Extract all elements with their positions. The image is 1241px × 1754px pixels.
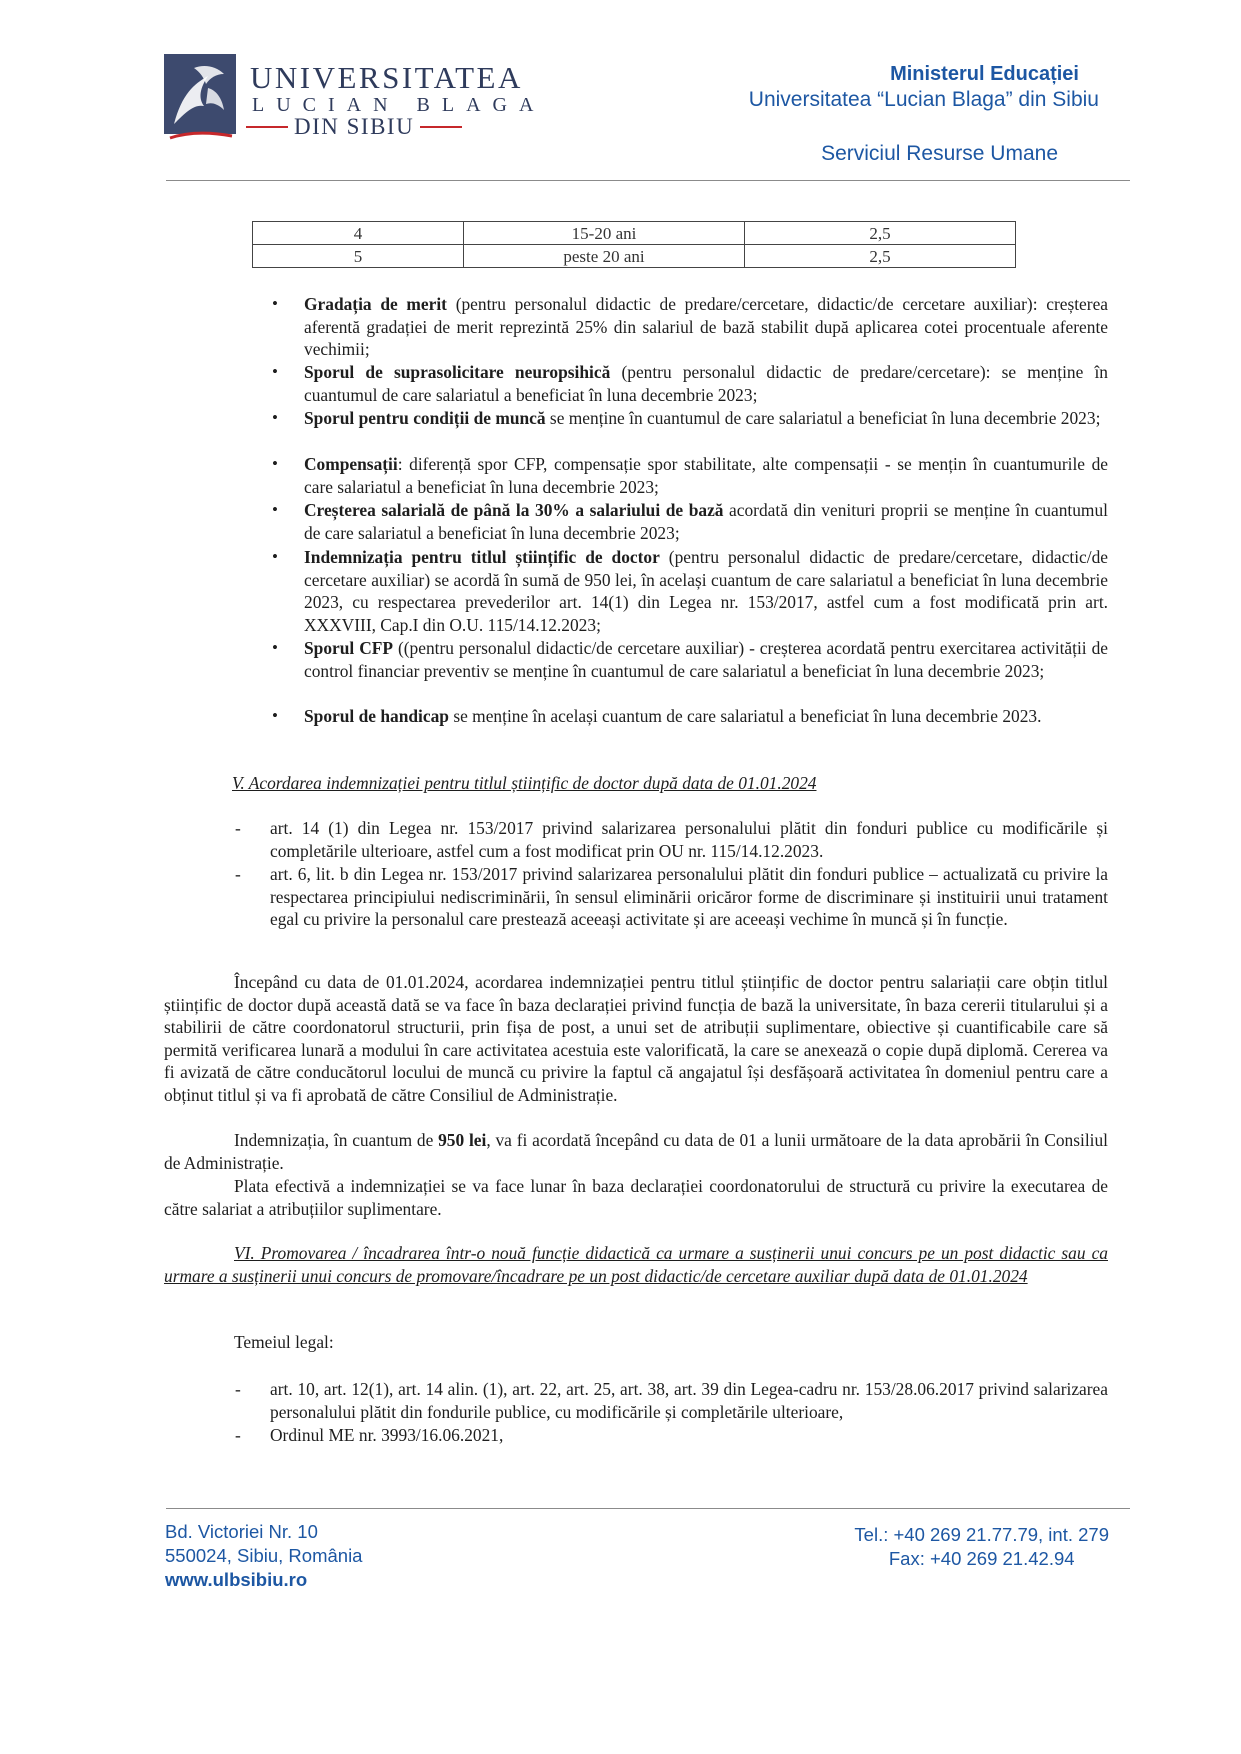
ministry-name: Ministerul Educației — [890, 63, 1079, 85]
list-item-bold: Sporul pentru condiții de muncă — [304, 408, 546, 428]
list-item — [272, 293, 1109, 361]
university-name: Universitatea “Lucian Blaga” din Sibiu — [748, 88, 1099, 111]
list-item-text: art. 10, art. 12(1), art. 14 alin. (1), art. 22, art. 25, art. 38, art. 39 din Legea-cadru nr. 153/28.06.2017 privind salarizarea personalului plătit din fondurile publice, cu modificările și completările ulterioare, — [270, 1379, 1108, 1422]
list-item-text: ((pentru personalul didactic/de cercetare auxiliar) - creșterea acordată pentru exercitarea activității de control financiar preventiv se menține în cuantumul de care salariatul a beneficiat în luna decembrie 2023; — [304, 638, 1108, 681]
dash-icon: - — [235, 1379, 241, 1399]
list-item — [235, 1424, 1108, 1447]
list-item-text: (pentru personalul didactic de predare/cercetare, didactic/de cercetare auxiliar): creșterea aferentă gradației de merit reprezintă 25% din salariul de bază stabilit după aplicarea cotei procentuale aferente vechimii; — [304, 294, 1109, 360]
section-v-paragraph-2 — [164, 1129, 1108, 1174]
bullet-icon: • — [272, 706, 278, 725]
bullet-icon: • — [272, 547, 278, 566]
list-item-text: acordată din venituri proprii se menține în cuantumul de care salariatul a beneficiat în luna decembrie 2023; — [304, 500, 1108, 543]
section-v-paragraph-3: Plata efectivă a indemnizației se va face lunar în baza declarației coordonatorului de structură cu privire la executarea de către salariat a atribuțiilor suplimentare. — [164, 1176, 1108, 1219]
logo-red-bar-left — [246, 126, 288, 128]
list-item — [235, 863, 1108, 931]
logo-wordmark-line3 — [246, 114, 462, 140]
list-item — [272, 499, 1108, 544]
paragraph-text: , va fi acordată începând cu data de 01 a lunii următoare de la data aprobării în Consiliul de Administrație. — [164, 1130, 1109, 1173]
address-street: Bd. Victoriei Nr. 10 — [165, 1521, 318, 1542]
list-item — [235, 1378, 1108, 1423]
list-item-bold: Indemnizația pentru titlul științific de doctor — [304, 547, 660, 567]
section-v-paragraph-1: Începând cu data de 01.01.2024, acordarea indemnizației pentru titlul științific de doctor pentru salariații care obțin titlul științific de doctor după această dată se va face în baza declarației privind funcția de bază la universitate, în baza cererii titularului și a stabilirii de către coordonatorul structurii, prin fișa de post, a unui set de atribuții suplimentare, obiective și cuantificabile care să permită verificarea lunară a modului în care activitatea acestuia este valorificată, la care se anexează o copie după diplomă. Cererea va fi avizată de către conducătorul locului de muncă cu privire la faptul că angajatul își desfășoară activitatea în domeniul pentru care a obținut titlul și va fi aprobată de către Consiliul de Administrație. — [164, 972, 1108, 1105]
table-cell: peste 20 ani — [464, 245, 745, 268]
list-item-bold: Creșterea salarială de până la 30% a salariului de bază — [304, 500, 724, 520]
legal-basis-label: Temeiul legal: — [234, 1332, 334, 1352]
bullet-icon: • — [272, 362, 278, 381]
bullet-icon: • — [272, 454, 278, 473]
list-item-text: (pentru personalul didactic de predare/cercetare): se menține în cuantumul de care salariatul a beneficiat în luna decembrie 2023; — [304, 362, 1109, 405]
list-item — [272, 361, 1109, 406]
fax-number: Fax: +40 269 21.42.94 — [888, 1548, 1075, 1569]
bullet-icon: • — [272, 500, 278, 519]
list-item-text: art. 14 (1) din Legea nr. 153/2017 privind salarizarea personalului plătit din fonduri publice cu modificările și completările ulterioare, astfel cum a fost modificat prin OU nr. 115/14.12.2023. — [270, 818, 1108, 861]
table-cell: 5 — [253, 245, 464, 268]
logo-red-bar-right — [420, 126, 462, 128]
table-cell: 2,5 — [745, 245, 1016, 268]
list-item-bold: Gradația de merit — [304, 294, 447, 314]
header-divider — [166, 180, 1130, 181]
bullet-icon: • — [272, 408, 278, 427]
logo-wordmark-line2: LUCIAN BLAGA — [252, 94, 546, 116]
list-item-text: art. 6, lit. b din Legea nr. 153/2017 privind salarizarea personalului plătit din fonduri publice – actualizată cu privire la respectarea principiului nediscriminării, în sensul eliminării oricăror forme de discriminare și instituirii unui tratament egal cu privire la personalul care prestează aceeași activitate și are aceeași vechime în muncă și în funcție. — [270, 864, 1108, 930]
bullet-icon: • — [272, 638, 278, 657]
list-item-text: : diferență spor CFP, compensație spor stabilitate, alte compensații - se mențin în cuantumurile de care salariatul a beneficiat în luna decembrie 2023; — [304, 454, 1108, 497]
service-name: Serviciul Resurse Umane — [821, 142, 1058, 165]
table-row — [253, 222, 1016, 245]
list-item — [272, 453, 1108, 498]
university-logo-emblem — [164, 54, 236, 148]
list-item-bold: Sporul de handicap — [304, 706, 449, 726]
list-item-text: se menține în cuantumul de care salariatul a beneficiat în luna decembrie 2023; — [545, 408, 1101, 428]
list-item — [235, 817, 1108, 862]
paragraph-bold: 950 lei — [438, 1130, 487, 1150]
seniority-table — [252, 221, 1016, 268]
list-item — [272, 637, 1108, 682]
list-item-text: Ordinul ME nr. 3993/16.06.2021, — [270, 1425, 504, 1445]
list-item — [272, 407, 1108, 430]
list-item-bold: Sporul CFP — [304, 638, 394, 658]
bullet-icon: • — [272, 294, 278, 313]
phone-number: Tel.: +40 269 21.77.79, int. 279 — [854, 1524, 1109, 1545]
list-item — [272, 546, 1108, 636]
table-row — [253, 245, 1016, 268]
footer-contact — [854, 1523, 1109, 1571]
section-v-title: V. Acordarea indemnizației pentru titlul științific de doctor după data de 01.01.2024 — [232, 773, 817, 793]
list-item-text: (pentru personalul didactic de predare/cercetare, didactic/de cercetare auxiliar) se acordă în sumă de 950 lei, în același cuantum de care salariatul a beneficiat în luna decembrie 2023, cu respectarea prevederilor art. 14(1) din Legea nr. 153/2017, astfel cum a fost modificată prin art. XXXVIII, Cap.I din O.U. 115/14.12.2023; — [304, 547, 1108, 635]
section-vi-title: VI. Promovarea / încadrarea într-o nouă funcție didactică ca urmare a susținerii unui concurs pe un post didactic sau ca urmare a susținerii unui concurs de promovare/încadrare pe un post didactic/de cercetare auxiliar după data de 01.01.2024 — [164, 1243, 1108, 1286]
list-item-bold: Compensații — [304, 454, 398, 474]
dash-icon: - — [235, 864, 241, 884]
footer-divider — [166, 1508, 1130, 1509]
website-link[interactable]: www.ulbsibiu.ro — [165, 1569, 308, 1590]
table-cell: 2,5 — [745, 222, 1016, 245]
paragraph-text: Indemnizația, în cuantum de — [234, 1130, 439, 1150]
footer-address — [165, 1520, 362, 1592]
address-city: 550024, Sibiu, România — [165, 1545, 363, 1566]
dash-icon: - — [235, 818, 241, 838]
dash-icon: - — [235, 1425, 241, 1445]
table-cell: 15-20 ani — [464, 222, 745, 245]
list-item-text: se menține în același cuantum de care salariatul a beneficiat în luna decembrie 2023. — [448, 706, 1042, 726]
table-cell: 4 — [253, 222, 464, 245]
logo-wordmark-line1: UNIVERSITATEA — [250, 60, 523, 95]
list-item-bold: Sporul de suprasolicitare neuropsihică — [304, 362, 611, 382]
logo-wordmark-line3-text: DIN SIBIU — [294, 114, 415, 139]
list-item — [272, 705, 1108, 728]
